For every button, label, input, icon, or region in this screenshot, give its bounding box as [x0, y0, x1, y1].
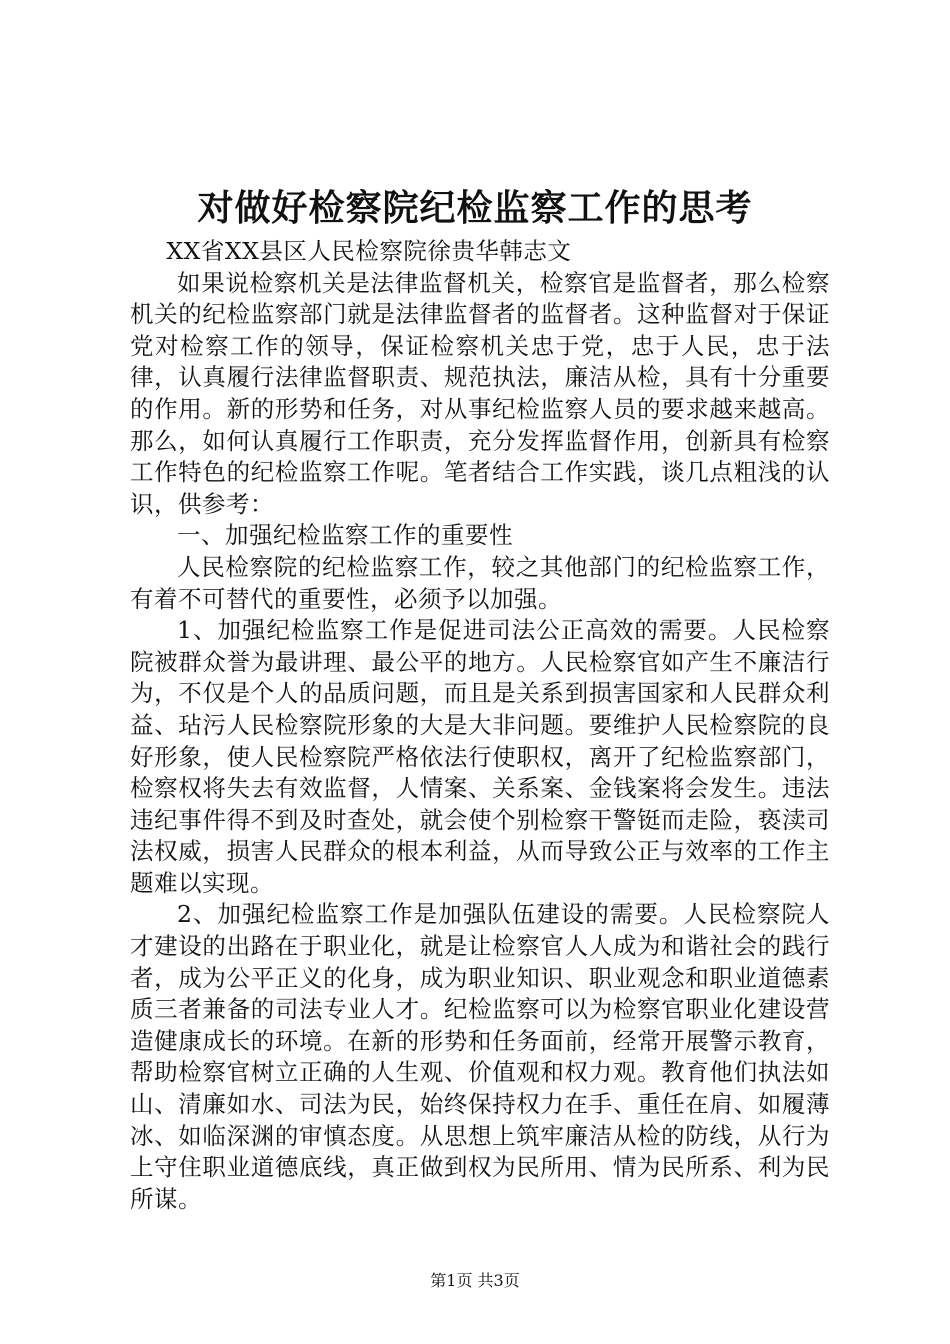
- author-line: XX省XX县区人民检察院徐贵华韩志文: [166, 237, 572, 265]
- page-footer: 第1页 共3页: [430, 1271, 520, 1290]
- document-body: [130, 236, 830, 1215]
- document-title: 对做好检察院纪检监察工作的思考: [197, 187, 753, 229]
- paragraph-importance: 人民检察院的纪检监察工作，较之其他部门的纪检监察工作，有着不可替代的重要性，必须予以加强。: [130, 552, 830, 613]
- paragraph-intro: 如果说检察机关是法律监督机关，检察官是监督者，那么检察机关的纪检监察部门就是法律监督者的监督者。这种监督对于保证党对检察工作的领导，保证检察机关忠于党，忠于人民，忠于法律，认真履行法律监督职责、规范执法，廉洁从检，具有十分重要的作用。新的形势和任务，对从事纪检监察人员的要求越来越高。那么，如何认真履行工作职责，充分发挥监督作用，创新具有检察工作特色的纪检监察工作呢。笔者结合工作实践，谈几点粗浅的认识，供参考：: [130, 268, 830, 518]
- paragraph-point-1: 1、加强纪检监察工作是促进司法公正高效的需要。人民检察院被群众誉为最讲理、最公平的地方。人民检察官如产生不廉洁行为，不仅是个人的品质问题，而且是关系到损害国家和人民群众利益、玷污人民检察院形象的大是大非问题。要维护人民检察院的良好形象，使人民检察院严格依法行使职权，离开了纪检监察部门，检察权将失去有效监督，人情案、关系案、金钱案将会发生。违法违纪事件得不到及时查处，就会使个别检察干警铤而走险，亵渎司法权威，损害人民群众的根本利益，从而导致公正与效率的工作主题难以实现。: [130, 616, 830, 897]
- section-heading-1: 一、加强纪检监察工作的重要性: [177, 521, 513, 550]
- paragraph-point-2: 2、加强纪检监察工作是加强队伍建设的需要。人民检察院人才建设的出路在于职业化，就是让检察官人人成为和谐社会的践行者，成为公平正义的化身，成为职业知识、职业观念和职业道德素质三者兼备的司法专业人才。纪检监察可以为检察官职业化建设营造健康成长的环境。在新的形势和任务面前，经常开展警示教育，帮助检察官树立正确的人生观、价值观和权力观。教育他们执法如山、清廉如水、司法为民，始终保持权力在手、重任在肩、如履薄冰、如临深渊的审慎态度。从思想上筑牢廉洁从检的防线，从行为上守住职业道德底线，真正做到权为民所用、情为民所系、利为民所谋。: [130, 900, 830, 1213]
